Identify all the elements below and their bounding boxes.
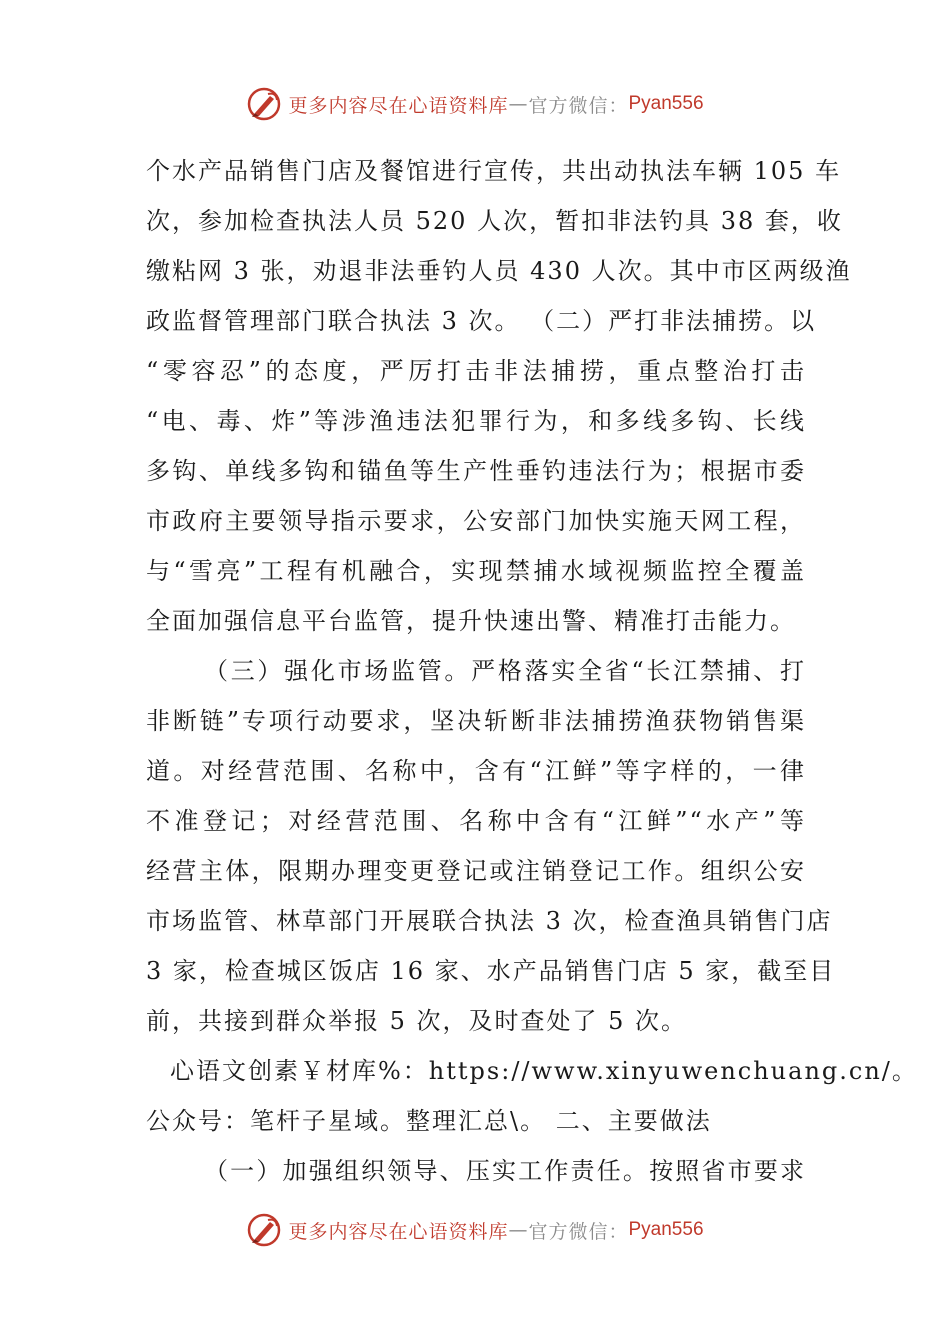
text-line: “电、毒、炸”等涉渔违法犯罪行为，和多线多钩、长线	[146, 407, 806, 435]
watermark-dash: —	[508, 1219, 529, 1241]
text-line: （一）加强组织领导、压实工作责任。按照省市要求	[204, 1157, 806, 1185]
text-line: 市场监管、林草部门开展联合执法 3 次，检查渔具销售门店	[146, 907, 833, 935]
document-body	[146, 146, 918, 1196]
header-watermark	[0, 82, 950, 126]
text-line: 与“雪亮”工程有机融合，实现禁捕水域视频监控全覆盖	[146, 557, 806, 585]
watermark-id: Pyan556	[628, 1219, 704, 1240]
text-line: （三）强化市场监管。严格落实全省“长江禁捕、打	[204, 657, 806, 685]
text-line: 道。对经营范围、名称中，含有“江鲜”等字样的，一律	[146, 757, 806, 785]
text-line: 次，参加检查执法人员 520 人次，暂扣非法钓具 38 套，收	[146, 207, 843, 235]
text-line: 个水产品销售门店及餐馆进行宣传，共出动执法车辆 105 车	[146, 157, 842, 185]
watermark-suffix: 官方微信：	[528, 94, 629, 117]
text-line: “零容忍”的态度，严厉打击非法捕捞，重点整治打击	[146, 357, 806, 385]
text-line: 政监督管理部门联合执法 3 次。 （二）严打非法捕捞。以	[146, 307, 817, 335]
watermark-id: Pyan556	[628, 93, 704, 114]
footer-watermark	[0, 1208, 950, 1252]
text-line: 市政府主要领导指示要求，公安部门加快实施天网工程，	[146, 507, 806, 535]
pen-circle-icon	[246, 1212, 282, 1248]
text-line: 3 家，检查城区饭店 16 家、水产品销售门店 5 家，截至目	[146, 957, 836, 985]
watermark-suffix: 官方微信：	[528, 1220, 629, 1243]
text-line: 经营主体，限期办理变更登记或注销登记工作。组织公安	[146, 857, 806, 885]
text-line: 公众号：笔杆子星域。整理汇总\。 二、主要做法	[146, 1107, 712, 1135]
pen-circle-icon	[246, 86, 282, 122]
text-line: 前，共接到群众举报 5 次，及时查处了 5 次。	[146, 1007, 688, 1035]
link-line: 心语文创素￥材库%：https://www.xinyuwenchuang.cn/。	[170, 1057, 918, 1085]
text-line: 全面加强信息平台监管，提升快速出警、精准打击能力。	[146, 607, 796, 635]
watermark-prefix: 更多内容尽在心语资料库	[288, 94, 509, 117]
watermark-prefix: 更多内容尽在心语资料库	[288, 1220, 509, 1243]
text-line: 非断链”专项行动要求，坚决斩断非法捕捞渔获物销售渠	[146, 707, 806, 735]
text-line: 多钩、单线多钩和锚鱼等生产性垂钓违法行为；根据市委	[146, 457, 806, 485]
watermark-dash: —	[508, 93, 529, 115]
text-line: 缴粘网 3 张，劝退非法垂钓人员 430 人次。其中市区两级渔	[146, 257, 852, 285]
text-line: 不准登记；对经营范围、名称中含有“江鲜”“水产”等	[146, 807, 806, 835]
